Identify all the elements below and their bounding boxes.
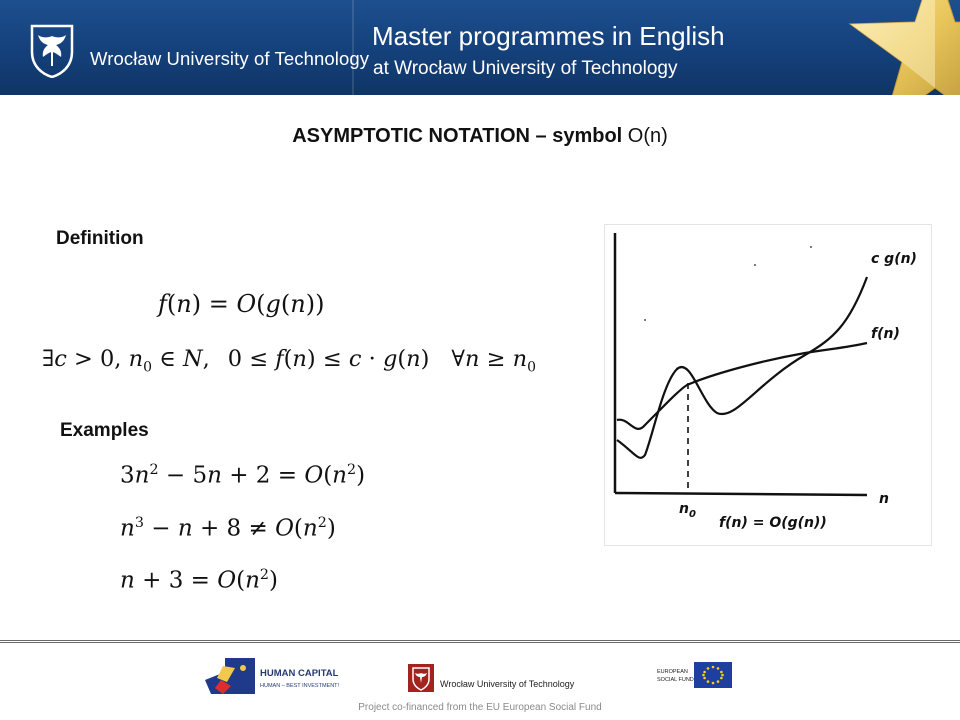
speck — [810, 246, 812, 248]
title-symbol: O(n) — [627, 125, 668, 147]
title-text: ASYMPTOTIC NOTATION – symbol — [292, 125, 623, 147]
definition-label: Definition — [56, 228, 144, 249]
university-name: Wrocław University of Technology — [90, 48, 370, 69]
curve-f — [617, 343, 867, 429]
esf-line-2: SOCIAL FUND — [657, 677, 694, 683]
pwr-logo-icon — [408, 664, 434, 692]
example-formula-3: $n + 3 = O(n^2)$ — [120, 567, 278, 594]
header-divider — [352, 0, 354, 95]
human-capital-subtitle: HUMAN – BEST INVESTMENT! — [260, 683, 340, 689]
human-capital-logo-icon — [205, 658, 255, 694]
header-banner — [0, 0, 960, 95]
human-capital-title: HUMAN CAPITAL — [260, 668, 339, 679]
example-formula-1: $3n^2 - 5n + 2 = O(n^2)$ — [120, 462, 366, 489]
n0-label: $n_0$ — [679, 501, 696, 520]
graph-caption: f(n) = O(g(n)) — [719, 515, 827, 531]
star-decoration — [760, 0, 960, 95]
cg-label: c g(n) — [871, 251, 917, 267]
asymptotic-graph — [604, 224, 932, 546]
eu-flag-icon — [694, 662, 732, 688]
x-axis-label: n — [879, 491, 889, 507]
university-crest-icon — [28, 22, 76, 78]
footer-note: Project co-financed from the EU European Social Fund — [358, 702, 602, 713]
definition-condition: ∃c > 0, $n_0$ ∈ N, 0 ≤ f(n) ≤ c · g(n) ∀n ≥ $n_0$ — [42, 346, 537, 376]
examples-label: Examples — [60, 420, 149, 441]
example-formula-2: $n^3 - n + 8 \ne O(n^2)$ — [120, 515, 336, 542]
speck — [754, 264, 756, 266]
programme-subtitle: at Wrocław University of Technology — [373, 58, 678, 79]
speck — [644, 319, 646, 321]
page-title — [0, 125, 960, 148]
graph-svg — [605, 225, 931, 545]
footer-divider — [0, 640, 960, 643]
esf-line-1: EUROPEAN — [657, 669, 688, 675]
star-icon — [760, 0, 960, 95]
x-axis — [615, 493, 867, 495]
definition-formula: f(n) = O(g(n)) — [158, 290, 325, 318]
programme-title: Master programmes in English — [372, 21, 725, 51]
f-label: f(n) — [871, 326, 900, 342]
pwr-footer-name: Wrocław University of Technology — [440, 679, 575, 689]
